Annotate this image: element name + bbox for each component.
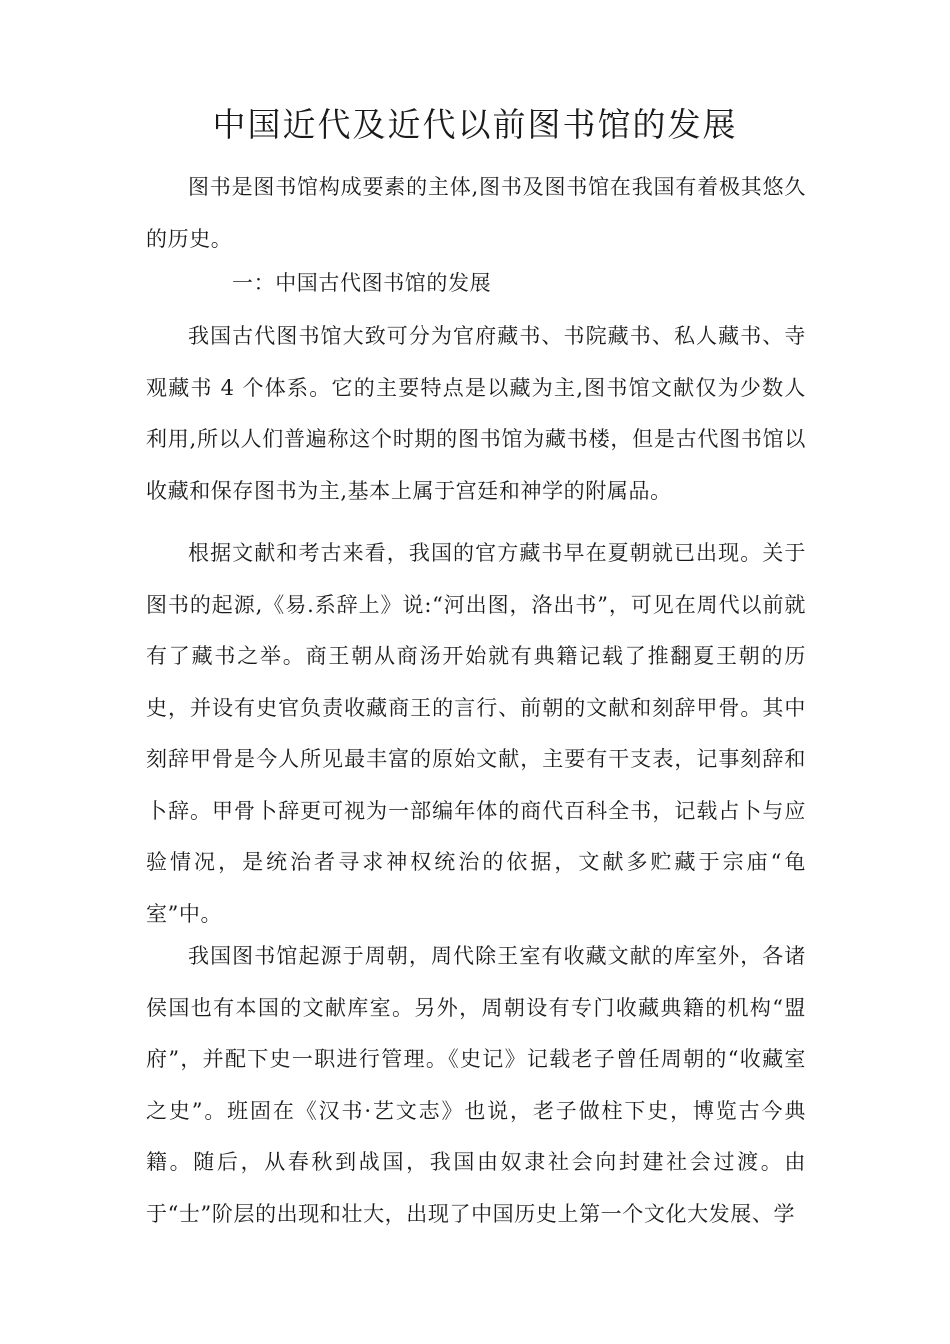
paragraph-official-collections: 根据文献和考古来看，我国的官方藏书早在夏朝就已出现。关于图书的起源,《易.系辞上》说:“河出图，洛出书”，可见在周代以前就有了藏书之举。商王朝从商汤开始就有典籍记载了推翻夏王朝的历史，并设有史官负责收藏商王的言行、前朝的文献和刻辞甲骨。其中刻辞甲骨是今人所见最丰富的原始文献，主要有干支表，记事刻辞和卜辞。甲骨卜辞更可视为一部编年体的商代百科全书，记载占卜与应验情况，是统治者寻求神权统治的依据，文献多贮藏于宗庙“龟室”中。 (146, 541, 806, 926)
intro-paragraph: 图书是图书馆构成要素的主体,图书及图书馆在我国有着极其悠久的历史。 (146, 175, 806, 251)
section-heading: 一：中国古代图书馆的发展 (232, 271, 492, 295)
paragraph-zhou-dynasty: 我国图书馆起源于周朝，周代除王室有收藏文献的库室外，各诸侯国也有本国的文献库室。另外，周朝设有专门收藏典籍的机构“盟府”，并配下史一职进行管理。《史记》记载老子曾任周朝的“收藏室之史”。班固在《汉书·艺文志》也说，老子做柱下史，博览古今典籍。随后，从春秋到战国，我国由奴隶社会向封建社会过渡。由于“士”阶层的出现和壮大，出现了中国历史上第一个文化大发展、学 (146, 944, 806, 1226)
paragraph-ancient-libraries: 我国古代图书馆大致可分为官府藏书、书院藏书、私人藏书、寺观藏书 4 个体系。它的主要特点是以藏为主,图书馆文献仅为少数人利用,所以人们普遍称这个时期的图书馆为藏书楼，但是古代图书馆以收藏和保存图书为主,基本上属于宫廷和神学的附属品。 (146, 324, 806, 503)
document-title: 中国近代及近代以前图书馆的发展 (212, 105, 738, 144)
